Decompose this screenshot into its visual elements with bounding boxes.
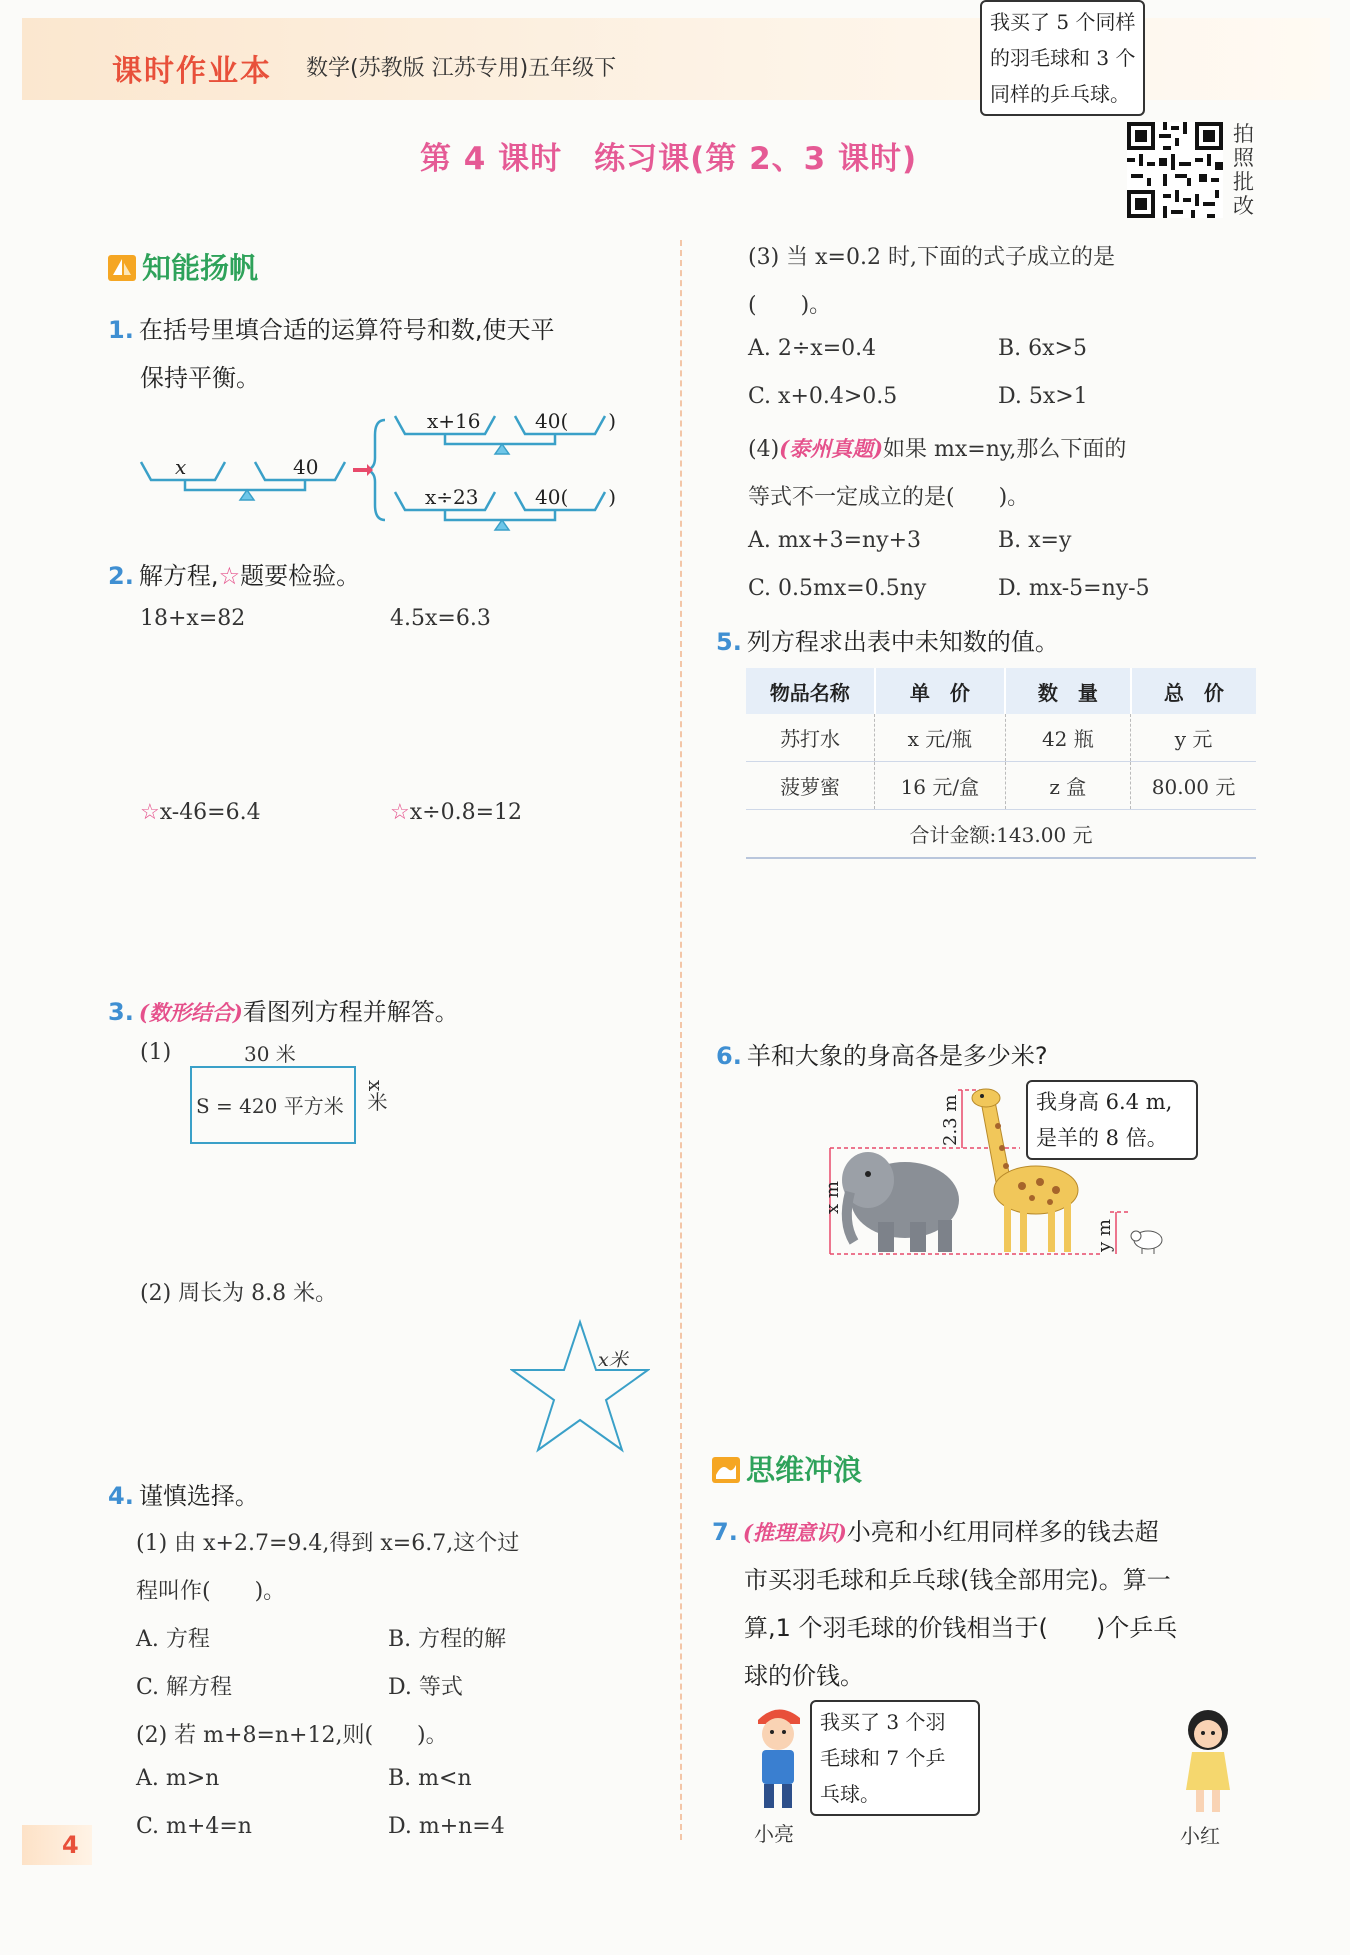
q2-equation-3: x-46=6.4: [159, 800, 261, 825]
subject-label: 数学(苏教版 江苏专用)五年级下: [306, 56, 617, 81]
table-row: [746, 714, 1256, 762]
table-total-row: [746, 810, 1256, 859]
table-header-row: [746, 668, 1256, 714]
q6-line: [716, 1036, 1048, 1071]
girl-speech-line2: 的羽毛球和 3 个: [990, 46, 1136, 70]
boy-speech-line1: 我买了 3 个羽: [820, 1710, 946, 1734]
q2-number: 2.: [108, 562, 134, 590]
table-cell: 16 元/盒: [875, 762, 1005, 810]
star-icon: ☆: [390, 800, 410, 825]
page-number: 4: [62, 1831, 79, 1859]
q2-equation-4-row: [390, 800, 522, 825]
q4-p2-option-c[interactable]: C. m+4=n: [136, 1814, 252, 1839]
q4-p3-option-c[interactable]: C. x+0.4>0.5: [748, 384, 898, 409]
balance-diagram: [135, 400, 655, 540]
q4-p4-option-d[interactable]: D. mx-5=ny-5: [998, 576, 1150, 601]
qr-caption: 拍照批改: [1233, 122, 1254, 218]
lesson-title: 第 4 课时 练习课(第 2、3 课时): [420, 141, 918, 177]
sail-icon: [108, 255, 136, 281]
q5-line: [716, 622, 1059, 657]
q2-text2: 题要检验。: [240, 562, 361, 590]
q7-line2: 市买羽毛球和乒乓球(钱全部用完)。算一: [744, 1566, 1171, 1594]
table-cell: 80.00 元: [1131, 762, 1256, 810]
q2-line: [108, 556, 360, 591]
q4-p4-line2[interactable]: 等式不一定成立的是( )。: [748, 485, 1030, 510]
star-icon: ☆: [218, 562, 241, 590]
q3-side-label: x米: [364, 1080, 388, 1112]
giraffe-speech-line2: 是羊的 8 倍。: [1036, 1126, 1168, 1150]
q4-p1-line1: (1) 由 x+2.7=9.4,得到 x=6.7,这个过: [136, 1531, 520, 1556]
star-icon: ☆: [140, 800, 160, 825]
column-divider: [680, 240, 682, 1840]
q4-p4-line1-row: [748, 432, 1126, 463]
q4-p3-option-b[interactable]: B. 6x>5: [998, 336, 1087, 361]
q7-tag: (推理意识): [742, 1520, 847, 1545]
q4-p4-label: (4): [748, 437, 780, 462]
table-row: [746, 762, 1256, 810]
q1-bottom-right[interactable]: 40( ): [535, 485, 617, 509]
q3-text: 看图列方程并解答。: [242, 998, 459, 1026]
q2-equation-4: x÷0.8=12: [409, 800, 522, 825]
table-cell: y 元: [1131, 714, 1256, 762]
q1-top-left: x+16: [427, 409, 481, 433]
q3-star-side-label: x米: [598, 1349, 628, 1371]
section-thinking-label: 思维冲浪: [746, 1453, 863, 1487]
brand-title: 课时作业本: [112, 54, 272, 89]
boy-name: 小亮: [754, 1822, 794, 1846]
qr-code-icon[interactable]: [1127, 122, 1223, 218]
section-knowledge-label: 知能扬帆: [142, 251, 259, 285]
section-knowledge: [108, 246, 258, 287]
q4-p1-line2[interactable]: 程叫作( )。: [136, 1579, 286, 1604]
q4-p2-line[interactable]: (2) 若 m+8=n+12,则( )。: [136, 1723, 448, 1748]
giraffe-extra-label: 2.3 m: [940, 1094, 961, 1146]
giraffe-speech-line1: 我身高 6.4 m,: [1036, 1090, 1173, 1114]
q4-p1-option-c[interactable]: C. 解方程: [136, 1675, 233, 1700]
q3-number: 3.: [108, 998, 134, 1026]
q1-left-40: 40: [293, 455, 319, 479]
page-number-tab: [22, 1825, 92, 1865]
q4-p3-line1: (3) 当 x=0.2 时,下面的式子成立的是: [748, 245, 1115, 270]
star-shape-figure: [510, 1318, 650, 1454]
q7-number: 7.: [712, 1518, 738, 1546]
table-header-cell: 总 价: [1131, 668, 1256, 714]
q7-line3[interactable]: 算,1 个羽毛球的价钱相当于( )个乒乓: [744, 1614, 1178, 1642]
q4-p1-option-d[interactable]: D. 等式: [388, 1675, 463, 1700]
girl-speech-line1: 我买了 5 个同样: [990, 10, 1136, 34]
q4-p2-option-b[interactable]: B. m<n: [388, 1766, 472, 1791]
q7-line4: 球的价钱。: [744, 1662, 864, 1690]
q4-p4-option-a[interactable]: A. mx+3=ny+3: [748, 528, 922, 553]
q2-equation-2: 4.5x=6.3: [390, 606, 491, 631]
table-cell: 菠萝蜜: [746, 762, 875, 810]
sheep-height-label: y m: [1094, 1219, 1115, 1252]
girl-speech-bubble: [980, 0, 1145, 116]
q4-p3-line2[interactable]: ( )。: [748, 293, 832, 318]
q7-line1-row: [712, 1512, 1159, 1547]
girl-name: 小红: [1180, 1824, 1220, 1848]
girl-speech-line3: 同样的乒乓球。: [990, 82, 1130, 106]
table-cell: z 盒: [1005, 762, 1131, 810]
q4-p2-option-d[interactable]: D. m+n=4: [388, 1814, 505, 1839]
q4-p2-option-a[interactable]: A. m>n: [136, 1766, 220, 1791]
q4-text: 谨慎选择。: [138, 1482, 259, 1510]
table-header-cell: 物品名称: [746, 668, 875, 714]
q3-part1-label: (1): [140, 1040, 172, 1065]
q4-line: [108, 1476, 259, 1511]
wave-icon: [712, 1457, 740, 1483]
q3-line: [108, 992, 459, 1027]
q1-text-line2: 保持平衡。: [140, 364, 260, 392]
q5-text: 列方程求出表中未知数的值。: [746, 628, 1059, 656]
q2-equation-3-row: [140, 800, 261, 825]
boy-speech-line2: 毛球和 7 个乒: [820, 1746, 946, 1770]
boy-speech-line3: 乓球。: [820, 1782, 880, 1806]
q3-tag: (数形结合): [138, 1000, 243, 1025]
q4-p4-option-b[interactable]: B. x=y: [998, 528, 1072, 553]
table-cell: 苏打水: [746, 714, 875, 762]
q6-number: 6.: [716, 1042, 742, 1070]
q6-text: 羊和大象的身高各是多少米?: [746, 1042, 1048, 1070]
table-cell: 42 瓶: [1005, 714, 1131, 762]
q2-equation-1: 18+x=82: [140, 606, 246, 631]
table-header-cell: 单 价: [875, 668, 1005, 714]
boy-speech-bubble: [810, 1700, 980, 1816]
q4-p4-option-c[interactable]: C. 0.5mx=0.5ny: [748, 576, 927, 601]
q1-line1: [108, 310, 555, 345]
q3-width-label: 30 米: [244, 1042, 296, 1066]
q4-p1-option-a[interactable]: A. 方程: [136, 1627, 210, 1652]
q1-top-right[interactable]: 40( ): [535, 409, 617, 433]
q4-number: 4.: [108, 1482, 134, 1510]
giraffe-speech-bubble: [1026, 1080, 1198, 1160]
boy-avatar: [748, 1700, 808, 1820]
q2-text: 解方程,: [138, 562, 219, 590]
section-thinking: [712, 1448, 862, 1489]
q1-text-line1: 在括号里填合适的运算符号和数,使天平: [138, 316, 555, 344]
table-header-cell: 数 量: [1005, 668, 1131, 714]
elephant-height-label: x m: [822, 1181, 843, 1214]
q1-bottom-left: x÷23: [425, 485, 479, 509]
q4-p1-option-b[interactable]: B. 方程的解: [388, 1627, 507, 1652]
q4-p3-option-d[interactable]: D. 5x>1: [998, 384, 1088, 409]
q3-part2-text: (2) 周长为 8.8 米。: [140, 1281, 338, 1306]
table-cell: x 元/瓶: [875, 714, 1005, 762]
q1-number: 1.: [108, 316, 134, 344]
q3-area-label: S = 420 平方米: [196, 1094, 344, 1118]
table-total-cell: 合计金额:143.00 元: [746, 810, 1256, 859]
price-table: [746, 668, 1256, 859]
q1-left-x: x: [175, 455, 187, 479]
q4-p4-tag: (泰州真题): [779, 436, 884, 461]
q7-line1: 小亮和小红用同样多的钱去超: [846, 1518, 1159, 1546]
elephant-icon: [842, 1152, 959, 1252]
q4-p3-option-a[interactable]: A. 2÷x=0.4: [748, 336, 877, 361]
girl-avatar: [1176, 1700, 1238, 1820]
sheep-icon: [1131, 1231, 1162, 1254]
q4-p4-line1: 如果 mx=ny,那么下面的: [883, 437, 1127, 462]
q5-number: 5.: [716, 628, 742, 656]
